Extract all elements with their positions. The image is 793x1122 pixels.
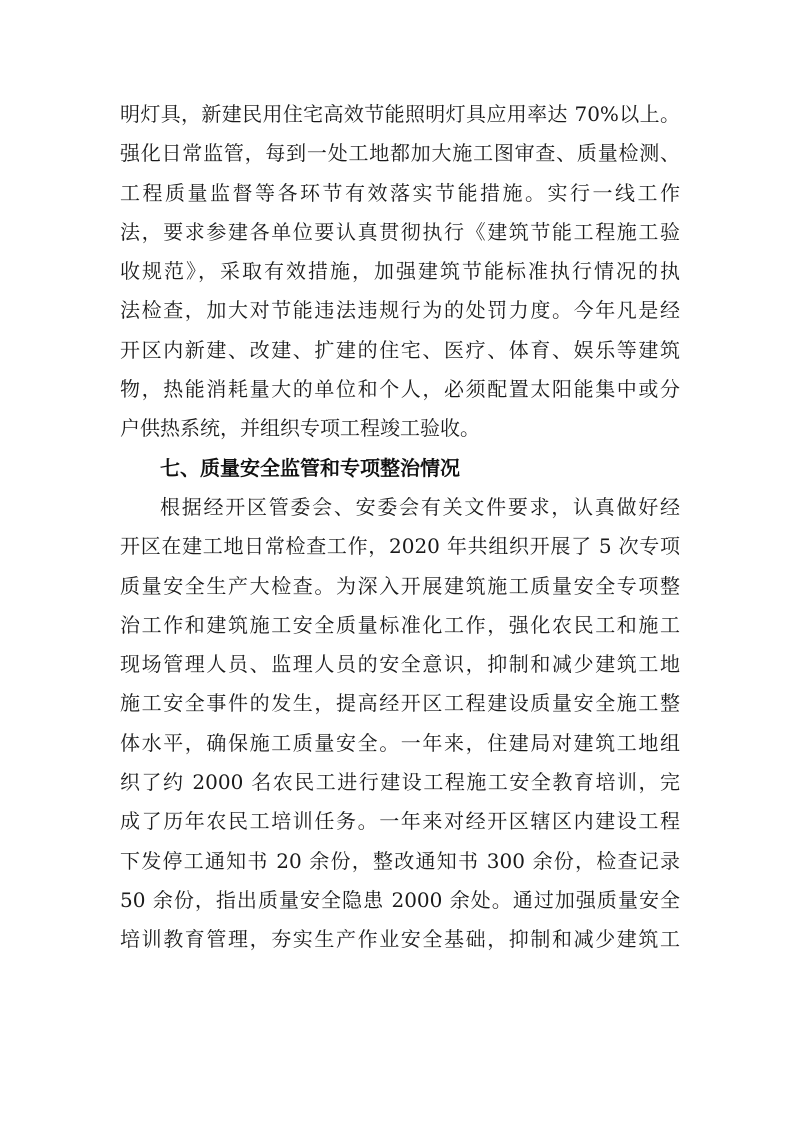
document-body <box>120 95 680 960</box>
text-line: 质量安全生产大检查。为深入开展建筑施工质量安全专项整 <box>120 573 680 598</box>
paragraph-quality-safety <box>120 488 680 960</box>
text-line: 收规范》，采取有效措施，加强建筑节能标准执行情况的执 <box>120 259 680 284</box>
text-line: 强化日常监管，每到一处工地都加大施工图审查、质量检测、 <box>120 141 680 166</box>
text-line: 明灯具，新建民用住宅高效节能照明灯具应用率达 70%以上。 <box>120 102 680 126</box>
text-line: 现场管理人员、监理人员的安全意识，抑制和减少建筑工地 <box>120 652 680 677</box>
text-line: 成了历年农民工培训任务。一年来对经开区辖区内建设工程 <box>120 809 680 834</box>
text-line: 法，要求参建各单位要认真贯彻执行《建筑节能工程施工验 <box>120 219 680 244</box>
text-line: 根据经开区管委会、安委会有关文件要求，认真做好经 <box>160 494 680 519</box>
text-line: 法检查，加大对节能违法违规行为的处罚力度。今年凡是经 <box>120 298 680 323</box>
text-line: 开区内新建、改建、扩建的住宅、医疗、体育、娱乐等建筑 <box>120 337 680 362</box>
text-line: 施工安全事件的发生，提高经开区工程建设质量安全施工整 <box>120 691 680 716</box>
text-line: 治工作和建筑施工安全质量标准化工作，强化农民工和施工 <box>120 612 680 637</box>
text-line: 织了约 2000 名农民工进行建设工程施工安全教育培训，完 <box>120 770 680 795</box>
section-heading: 七、质量安全监管和专项整治情况 <box>160 455 460 480</box>
text-line: 开区在建工地日常检查工作，2020 年共组织开展了 5 次专项 <box>120 534 680 559</box>
text-line: 户供热系统，并组织专项工程竣工验收。 <box>120 416 480 441</box>
text-line: 工程质量监督等各环节有效落实节能措施。实行一线工作 <box>120 180 680 205</box>
text-line: 体水平，确保施工质量安全。一年来，住建局对建筑工地组 <box>120 730 680 755</box>
text-line: 培训教育管理，夯实生产作业安全基础，抑制和减少建筑工 <box>120 927 680 952</box>
paragraph-energy-saving <box>120 95 680 449</box>
text-line: 物，热能消耗量大的单位和个人，必须配置太阳能集中或分 <box>120 377 680 402</box>
text-line: 50 余份，指出质量安全隐患 2000 余处。通过加强质量安全 <box>120 887 680 912</box>
text-line: 下发停工通知书 20 余份，整改通知书 300 余份，检查记录 <box>120 848 680 873</box>
